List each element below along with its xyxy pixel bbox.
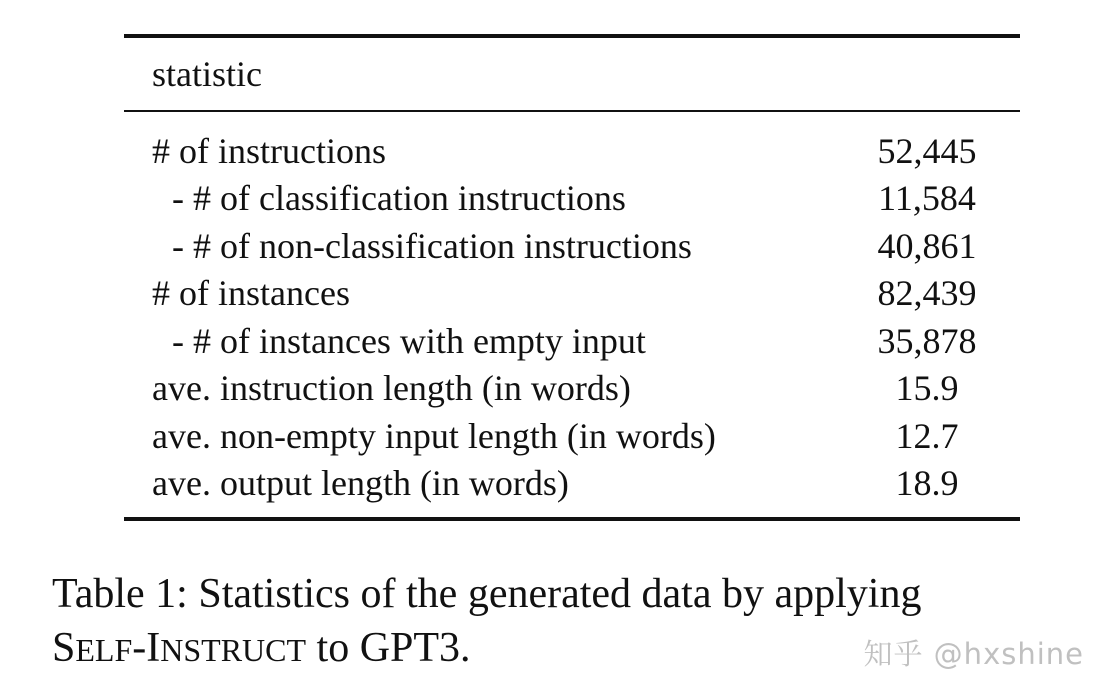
caption-s: S (52, 625, 76, 671)
table-row (124, 460, 1020, 508)
row-label: - # of instances with empty input (172, 320, 646, 361)
row-value: 15.9 (895, 368, 959, 409)
caption-line-1: Table 1: Statistics of the generated data by applying (52, 571, 922, 617)
row-value: 40,861 (877, 225, 977, 266)
table-body (124, 112, 1020, 517)
table-row (124, 127, 1020, 175)
caption-rest: to GPT3. (306, 625, 471, 671)
table-row (124, 270, 1020, 318)
table-row (124, 317, 1020, 365)
table-row (124, 222, 1020, 270)
header-statistic: statistic (152, 54, 262, 94)
row-value: 12.7 (895, 415, 959, 456)
row-label: ave. output length (in words) (152, 463, 569, 504)
bottom-rule (124, 517, 1020, 521)
table-row (124, 412, 1020, 460)
row-label: - # of non-classification instructions (172, 225, 692, 266)
caption-dash: - (132, 625, 147, 671)
statistics-table (124, 34, 1020, 521)
row-label: # of instances (152, 273, 350, 314)
caption-nstruct: NSTRUCT (160, 632, 307, 668)
caption-elf: ELF (75, 632, 133, 668)
table-row (124, 365, 1020, 413)
table-header (124, 38, 1020, 110)
watermark: 知乎 @hxshine (863, 637, 1084, 671)
row-value: 35,878 (877, 320, 977, 361)
row-label: # of instructions (152, 130, 386, 171)
row-value: 11,584 (878, 178, 976, 219)
table-row (124, 175, 1020, 223)
row-label: - # of classification instructions (172, 178, 626, 219)
row-value: 52,445 (877, 130, 977, 171)
row-label: ave. instruction length (in words) (152, 368, 631, 409)
row-value: 82,439 (877, 273, 977, 314)
row-label: ave. non-empty input length (in words) (152, 415, 716, 456)
row-value: 18.9 (895, 463, 959, 504)
caption-i: I (146, 625, 161, 671)
